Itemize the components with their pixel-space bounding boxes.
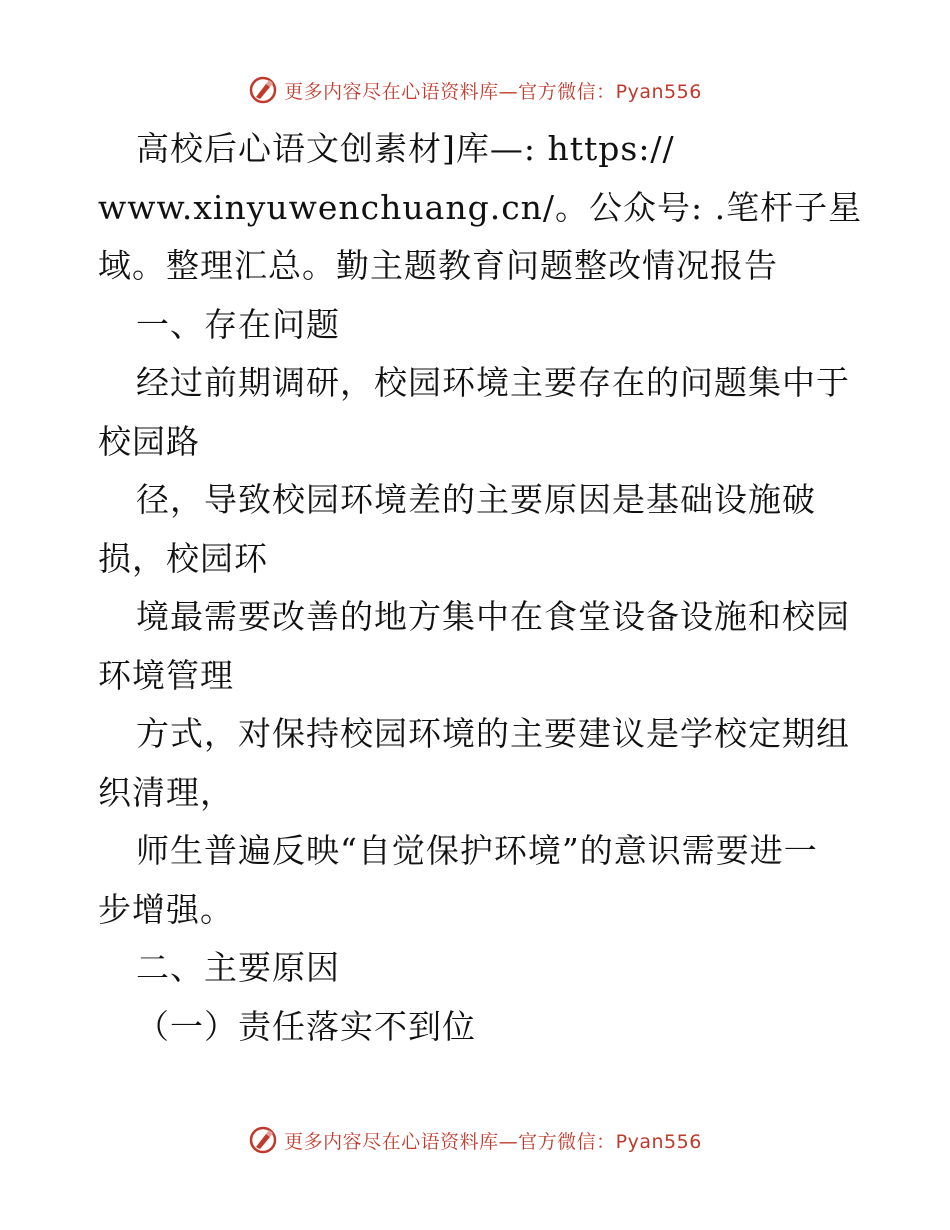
doc-line: 师生普遍反映“自觉保护环境”的意识需要进一	[136, 831, 818, 870]
doc-line: 高校后心语文创素材]库—: https://	[136, 129, 675, 168]
doc-line: www.xinyuwenchuang.cn/。公众号: .笔杆子星	[98, 187, 863, 227]
doc-line: 步增强。	[98, 889, 234, 929]
doc-line: 织清理，	[98, 772, 234, 812]
doc-line: 径，导致校园环境差的主要原因是基础设施破	[136, 480, 816, 519]
pen-nib-logo-icon	[248, 1125, 278, 1155]
header-banner	[0, 70, 950, 110]
doc-line: 环境管理	[98, 655, 234, 695]
banner-text: 更多内容尽在心语资料库—官方微信：Pyan556	[284, 80, 702, 103]
subsection-heading: （一）责任落实不到位	[136, 1006, 476, 1046]
banner-text: 更多内容尽在心语资料库—官方微信：Pyan556	[284, 1130, 702, 1153]
section-heading: 二、主要原因	[136, 948, 340, 987]
doc-line: 境最需要改善的地方集中在食堂设备设施和校园	[136, 597, 850, 636]
pen-nib-logo-icon	[248, 75, 278, 105]
doc-line: 方式，对保持校园环境的主要建议是学校定期组	[136, 714, 850, 753]
doc-line: 校园路	[98, 421, 200, 461]
footer-banner	[0, 1120, 950, 1160]
doc-line: 经过前期调研，校园环境主要存在的问题集中于	[136, 363, 850, 402]
section-heading: 一、存在问题	[136, 304, 340, 344]
document-body	[98, 120, 863, 1056]
doc-line: 域。整理汇总。勤主题教育问题整改情况报告	[98, 246, 778, 285]
doc-line: 损，校园环	[98, 538, 268, 578]
